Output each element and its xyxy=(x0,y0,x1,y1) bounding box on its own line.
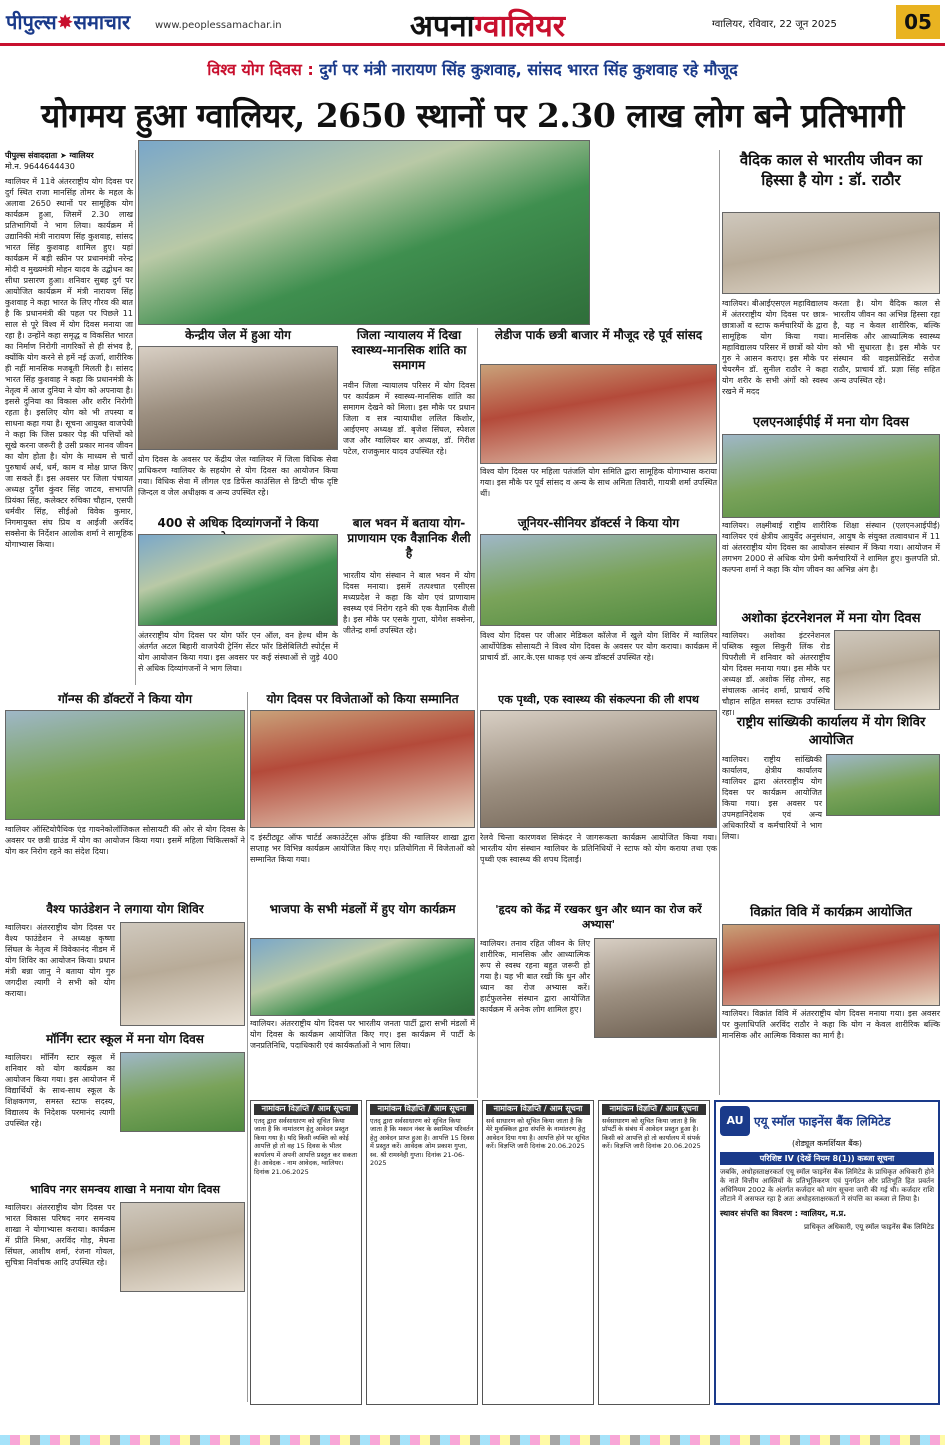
lead-headline: योगमय हुआ ग्वालियर, 2650 स्थानों पर 2.30 लाख लोग बने प्रतिभागी xyxy=(41,96,904,135)
bhavish-photo xyxy=(120,1202,245,1292)
balbhavan-head: बाल भवन में बताया योग-प्राणायाम एक वैज्ञानिक शैली है xyxy=(347,516,471,560)
gongs-photo xyxy=(5,710,245,820)
lead-mobile: मो.न. 9644644430 xyxy=(5,162,75,171)
feature-body-a: ग्वालियर। बीआईएसएल महाविद्यालय में अंतरराष्ट्रीय योग दिवस पर छात्र-छात्राओं व स्टाफ कर्मचारियों के द्वारा सामूहिक योग किया गया। महाविद्यालय परिसर में छात्रों को योग गुरु ने आसन कराए। इस मौके पर चेयरमैन डॉ. सुनील राठौर ने कहा योग शरीर के सभी अंगों को स्वस्थ रखने में मदद xyxy=(722,299,828,396)
ladies-head: लेडीज पार्क छत्री बाजार में मौजूद रहे पूर्व सांसद xyxy=(494,328,703,342)
ad-property: स्थावर संपत्ति का विवरण : ग्वालियर, म.प्र. xyxy=(720,1209,847,1218)
nss-head: राष्ट्रीय सांख्यिकी कार्यालय में योग शिविर आयोजित xyxy=(736,715,926,748)
gongs-body: ग्वालियर ऑस्टियोपैथिक एंड गायनेकोलॉजिकल सोसायटी की ओर से योग दिवस के अवसर पर छत्री ग्राउंड में योग का आयोजन किया गया। इसमें महिला चिकित्सकों ने योग कर निरोग रहने का संदेश दिया। xyxy=(5,825,245,856)
divyang-body: अंतरराष्ट्रीय योग दिवस पर योग फॉर एन ऑल, वन हेल्थ थीम के अंतर्गत अटल बिहारी वाजपेयी ट्रेनिंग सेंटर फॉर डिसेबिलिटी स्पोर्ट्स में योग आयोजन किया गया। इस अवसर पर कई संस्थाओं से जुड़े 400 से अधिक दिव्यांगजनों ने भाग लिया। xyxy=(138,631,338,673)
lead-body: ग्वालियर में 11वे अंतरराष्ट्रीय योग दिवस पर दुर्ग स्थित राजा मानसिंह तोमर के महल के अलावा 2650 स्थानों पर सामूहिक योग कार्यक्रम हुआ, जिसमें 2.30 लाख प्रतिभागियों ने भाग लिया। कार्यक्रम में उद्यानिकी मंत्री नारायण सिंह कुशवाह, सांसद भारत सिंह कुशवाह शामिल हुए। यहां कार्यक्रम में बड़ी स्क्रीन पर प्रधानमंत्री नरेन्द्र मोदी व मुख्यमंत्री मोहन यादव के उद्बोधन का सीधा प्रसारण हुआ। शनिवार सुबह दुर्ग पर आयोजित कार्यक्रम में मंत्री नारायण सिंह कुशवाह ने कहा भारत के लिए गौरव की बात है कि प्रधानमंत्री की पहल पर पिछले 11 साल से पूरे विश्व में योग दिवस मनाया जा रहा है। उन्होंने कहा समृद्ध व विकसित भारत का निर्माण निरोगी नागरिकों से ही संभव है, क्योंकि योग करने से हमें नई ऊर्जा, शारीरिक ही नहीं मानसिक मजबूती मिलती है। सांसद भारत सिंह कुशवाह ने कहा कि प्रधानमंत्री के नेतृत्व में आज दुनिया ने योग को अपनाया है। इससे दुनिया का विकास और शरीर निरोगी रहता है। इसलिए योग को भी तपस्या व साधना कहा गया है। सूचना आयुक्त वाजपेयी ने कहा कि जिस प्रकार पेड़ की पत्तियों को सूखे करना जरूरी है उसी प्रकार मानव जीवन का योग होता है। योग के माध्यम से चारों पुरुषार्थ अर्थ, धर्म, काम व मोक्ष प्राप्त किए जा सकते हैं। इस अवसर पर जिला पंचायत अध्यक्ष दुर्गेश कुंवर सिंह जाटव, सभापति प्रियंका सिंह, कलेक्टर रुचिका चौहान, एसपी धर्मवीर सिंह, सीईओ विवेक कुमार, निगमायुक्त संघ प्रिय व आईजी अरविंद सक्सेना के निर्देशन आलोक शर्मा ने सामूहिक योगाभ्यास किया। xyxy=(5,177,133,549)
notice-4: नामांकन विज्ञप्ति / आम सूचना सर्वसाधारण को सूचित किया जाता है कि प्रॉपर्टी के संबंध में आवेदन प्रस्तुत हुआ है। किसी को आपत्ति हो तो कार्यालय में संपर्क करें। विज्ञप्ति जारी दिनांक 20.06.2025 xyxy=(598,1100,710,1405)
doctors-body: विश्व योग दिवस पर जीआर मेडिकल कॉलेज में खुले योग शिविर में ग्वालियर आर्थोपेडिक सोसायटी ने विश्व योग दिवस के अवसर पर योग कराया। कार्यक्रम में प्राचार्य डॉ. आर.के.एस धाकड़ एवं अन्य डॉक्टर्स उपस्थित रहे। xyxy=(480,631,717,662)
ashoka-photo xyxy=(834,630,940,710)
divyang-head: 400 से अधिक दिव्यांगजनों ने किया xyxy=(157,516,319,530)
vaishya-photo xyxy=(120,922,245,1026)
vikrant-body: ग्वालियर। विक्रांत विवि में अंतरराष्ट्रीय योग दिवस मनाया गया। इस अवसर पर कुलाधिपति अरविंद राठौर ने कहा कि योग न केवल शारीरिक बल्कि मानसिक और आत्मिक विकास का मार्ग है। xyxy=(722,1009,940,1040)
vaishya-head: वैश्य फाउंडेशन ने लगाया योग शिविर xyxy=(46,902,204,916)
bhavish-head: भाविप नगर समन्वय शाखा ने मनाया योग दिवस xyxy=(30,1183,220,1196)
notice-3: नामांकन विज्ञप्ति / आम सूचना सर्व साधारण को सूचित किया जाता है कि मेरे मुवक्किल द्वारा संपत्ति के नामांतरण हेतु आवेदन दिया गया है। आपत्ति होने पर सूचित करें। विज्ञप्ति जारी दिनांक 20.06.2025 xyxy=(482,1100,594,1405)
divyang-photo xyxy=(138,534,338,626)
winners-head: योग दिवस पर विजेताओं को किया सम्मानित xyxy=(266,692,459,706)
bjp-body: ग्वालियर। अंतरराष्ट्रीय योग दिवस पर भारतीय जनता पार्टी द्वारा सभी मंडलों में योग दिवस के कार्यक्रम आयोजित किए गए। इस कार्यक्रम में पार्टी के जनप्रतिनिधि, पदाधिकारी एवं कार्यकर्ताओं ने भाग लिया। xyxy=(250,1019,475,1050)
notice-2: नामांकन विज्ञप्ति / आम सूचना एतद् द्वारा सर्वसाधारण को सूचित किया जाता है कि मकान नंबर के स्वामित्व परिवर्तन हेतु आवेदन प्राप्त हुआ है। आपत्ति 15 दिवस में प्रस्तुत करें। आवेदक ओम प्रकाश गुप्ता, स्व. श्री रामस्नेही गुप्ता। दिनांक 21-06-2025 xyxy=(366,1100,478,1405)
feature-headline: वैदिक काल से भारतीय जीवन का हिस्सा है योग : डॉ. राठौर xyxy=(739,151,923,189)
nss-photo xyxy=(826,754,940,816)
kicker: विश्व योग दिवस : दुर्ग पर मंत्री नारायण सिंह कुशवाह, सांसद भारत सिंह कुशवाह रहे मौजूद xyxy=(207,60,738,79)
registration-marks xyxy=(0,1435,945,1445)
page-number: 05 xyxy=(896,5,940,39)
ashoka-head: अशोका इंटरनेशनल में मना योग दिवस xyxy=(741,611,921,626)
morning-photo xyxy=(120,1052,245,1132)
column-rule xyxy=(719,150,720,1095)
heart-head: 'हृदय को केंद्र में रखकर धुन और ध्यान का रोज करें अभ्यास' xyxy=(495,903,702,931)
winners-body: द इंस्टीट्यूट ऑफ चार्टर्ड अकाउंटेंट्स ऑफ इंडिया की ग्वालियर शाखा द्वारा सप्ताह भर विभिन्न कार्यक्रम आयोजित किए गए। प्रतियोगिता में विजेताओं को सम्मानित किया गया। xyxy=(250,833,475,864)
earth-body: रेलवे चिन्ता कारणवश सिकंदर ने जागरूकता कार्यक्रम आयोजित किया गया। भारतीय योग संस्थान ग्वालियर के प्रतिनिधियों ने स्टाफ को योग कराया तथा एक पृथ्वी एक स्वास्थ्य की शपथ दिलाई। xyxy=(480,833,717,864)
court-head: जिला न्यायालय में दिखा स्वास्थ्य-मानसिक शांति का समागम xyxy=(351,328,467,372)
jail-photo xyxy=(138,346,338,450)
bank-ad xyxy=(714,1100,940,1405)
winners-photo xyxy=(250,710,475,828)
website: www.peoplessamachar.in xyxy=(155,20,282,31)
morning-body: ग्वालियर। मॉर्निंग स्टार स्कूल में शनिवार को योग कार्यक्रम का आयोजन किया गया। इस आयोजन में विद्यार्थियों के साथ-साथ स्कूल के शिक्षकगण, समस्त स्टाफ सदस्य, विद्यालय के निदेशक परमानंद त्यागी उपस्थित रहे। xyxy=(5,1053,115,1128)
ladies-photo xyxy=(480,364,717,464)
brand-logo xyxy=(6,8,130,35)
doctors-head: जूनियर-सीनियर डॉक्टर्स ने किया योग xyxy=(517,516,680,530)
nss-body: ग्वालियर। राष्ट्रीय सांख्यिकी कार्यालय, क्षेत्रीय कार्यालय ग्वालियर द्वारा अंतरराष्ट्रीय योग दिवस पर कार्यक्रम आयोजित किया गया। इस अवसर पर उपमहानिदेशक एवं अन्य अधिकारियों व कर्मचारियों ने भाग लिया। xyxy=(722,755,822,841)
ad-body: जबकि, अधोहस्ताक्षरकर्ता एयू स्मॉल फाइनेंस बैंक लिमिटेड के प्राधिकृत अधिकारी होने के नाते वित्तीय आस्तियों के प्रतिभूतिकरण एवं पुनर्गठन और प्रतिभूति हित प्रवर्तन अधिनियम 2002 के अंतर्गत कर्जदार को मांग सूचना जारी की गई थी। कर्जदार राशि लौटाने में असफल रहा है अतः अधोहस्ताक्षरकर्ता ने संपत्ति का कब्जा ले लिया है। xyxy=(720,1168,934,1203)
masthead xyxy=(0,0,945,46)
earth-photo xyxy=(480,710,717,828)
ad-sign: प्राधिकृत अधिकारी, एयू स्मॉल फाइनेंस बैंक लिमिटेड xyxy=(803,1223,934,1231)
ad-logo: AU xyxy=(720,1106,750,1136)
column-rule xyxy=(477,328,478,1098)
jail-body: योग दिवस के अवसर पर केंद्रीय जेल ग्वालियर में जिला विधिक सेवा प्राधिकरण ग्वालियर के सहयोग से योग दिवस का आयोजन किया गया। विधिक सेवा में लीगल एड डिफेंस काउंसिल से डिप्टी चीफ दृष्टि जिन्दल व जेल अधीक्षक व अन्य उपस्थित रहे। xyxy=(138,455,338,497)
bjp-photo xyxy=(250,938,475,1016)
section-title: अपनाग्वालियर xyxy=(410,9,566,44)
gongs-head: गॉन्ग्स की डॉक्टरों ने किया योग xyxy=(57,692,193,706)
ladies-body: विश्व योग दिवस पर महिला पतंजलि योग समिति द्वारा सामूहिक योगाभ्यास कराया गया। इस मौके पर पूर्व सांसद व अन्य के साथ अमिता तिवारी, गायत्री शर्मा उपस्थित थीं। xyxy=(480,467,717,498)
jail-head: केन्द्रीय जेल में हुआ योग xyxy=(185,328,291,342)
ad-section: परिशिष्ट IV (देखें नियम 8(1)) कब्जा सूचना xyxy=(720,1152,934,1165)
bhavish-body: ग्वालियर। अंतरराष्ट्रीय योग दिवस पर भारत विकास परिषद नगर समन्वय शाखा ने योगाभ्यास कराया। कार्यक्रम में प्रीति मिश्रा, अरविंद गोड़, मेघना सिंघल, आशीष शर्मा, रंजना गोयल, सुचित्रा निर्वाचक आदि उपस्थित रहे। xyxy=(5,1203,115,1267)
column-rule xyxy=(135,150,136,685)
ad-subtitle: (शेड्यूल कमर्शियल बैंक) xyxy=(791,1139,863,1148)
vaishya-body: ग्वालियर। अंतरराष्ट्रीय योग दिवस पर वैश्य फाउंडेशन ने अध्यक्ष कृष्णा सिंघल के नेतृत्व में विवेकानंद नीडम में योग शिविर का आयोजन किया। प्रधान मंत्री बन्ना जानु ने बताया योग गुरु जगदीश त्यागी ने सभी को योग कराया। xyxy=(5,923,115,998)
balbhavan-body: भारतीय योग संस्थान ने बाल भवन में योग दिवस मनाया। इसमें तत्पश्चात एसीएस मध्यप्रदेश ने कहा कि योग एवं प्राणायाम स्वस्थ्य एवं निरोग रहने की एक वैज्ञानिक शैली है। इस मौके पर एसके गुप्ता, योगेश सक्सेना, जीतेन्द्र शर्मा उपस्थित रहे। xyxy=(343,571,475,635)
brand-right: समाचार xyxy=(73,10,131,34)
bjp-head: भाजपा के सभी मंडलों में हुए योग कार्यक्रम xyxy=(269,902,456,916)
nie-body: ग्वालियर। लक्ष्मीबाई राष्ट्रीय शारीरिक शिक्षा संस्थान (एलएनआईपीई) ग्वालियर एवं क्षेत्रीय आयुर्वेद अनुसंधान, आयुष के संयुक्त तत्वावधान में 11 वां अंतरराष्ट्रीय योग दिवस का आयोजन संस्थान में किया गया। आयोजन में लगभग 2000 से अधिक योग प्रेमी कर्मचारियों ने शामिल हुए। कुलपति प्रो. कल्पना शर्मा ने कहा कि योग जीवन का अभिन्न अंग है। xyxy=(722,521,940,574)
nie-photo xyxy=(722,434,940,518)
notice-1: नामांकन विज्ञप्ति / आम सूचना एतद् द्वारा सर्वसाधारण को सूचित किया जाता है कि नामांतरण हेतु आवेदन प्रस्तुत किया गया है। यदि किसी व्यक्ति को कोई आपत्ति हो तो वह 15 दिवस के भीतर कार्यालय में अपनी आपत्ति प्रस्तुत कर सकता है। आवेदक - नाम आवेदक, ग्वालियर। दिनांक 21.06.2025 xyxy=(250,1100,362,1405)
heart-body: ग्वालियर। तनाव रहित जीवन के लिए शारीरिक, मानसिक और आध्यात्मिक रूप से स्वस्थ रहना बहुत जरूरी हो गया है। यह भी बात रखी कि धुन और ध्यान का रोज अभ्यास करें। हार्टफुलनेस संस्थान द्वारा आयोजित कार्यक्रम में अनेक लोग शामिल हुए। xyxy=(480,939,590,1014)
court-body: नवीन जिला न्यायालय परिसर में योग दिवस पर कार्यक्रम में स्वास्थ्य-मानसिक शांति का समागम देखने को मिला। इस मौके पर प्रधान जिला व सत्र न्यायाधीश ललित किशोर, आईएमए अध्यक्ष डॉ. बृजेश सिंघल, स्पेशल जज और ग्वालियर बार अध्यक्ष, डॉ. गिरीश पटेल, राजकुमार यादव उपस्थित रहे। xyxy=(343,381,475,456)
vikrant-photo xyxy=(722,924,940,1006)
feature-photo xyxy=(722,212,940,294)
lead-photo xyxy=(138,140,590,325)
brand-star-icon: ✸ xyxy=(56,10,74,34)
dateline: ग्वालियर, रविवार, 22 जून 2025 xyxy=(712,19,837,30)
lead-byline: पीपुल्स संवाददाता ➤ ग्वालियर xyxy=(5,151,94,160)
column-rule xyxy=(247,692,248,1402)
nie-head: एलएनआईपीई में मना योग दिवस xyxy=(753,415,909,430)
earth-head: एक पृथ्वी, एक स्वास्थ्य की संकल्पना की ली शपथ xyxy=(498,693,699,706)
lead-column xyxy=(5,150,133,685)
morning-head: मॉर्निंग स्टार स्कूल में मना योग दिवस xyxy=(46,1032,204,1046)
ad-header xyxy=(720,1106,934,1136)
doctors-photo xyxy=(480,534,717,626)
vikrant-head: विक्रांत विवि में कार्यक्रम आयोजित xyxy=(750,905,912,920)
heart-photo xyxy=(594,938,717,1038)
ashoka-body: ग्वालियर। अशोका इंटरनेशनल पब्लिक स्कूल सिकुरी लिंक रोड पिपरौली में शनिवार को अंतरराष्ट्रीय योग दिवस मनाया गया। इस मौके पर अध्यक्ष डॉ. अशोक सिंह तोमर, सह संचालक आनंद शर्मा, प्राचार्य रुचि चौहान सहित समस्त स्टाफ उपस्थित रहा। xyxy=(722,631,830,717)
brand-left: पीपुल्स xyxy=(6,10,57,34)
feature-body-b: करता है। योग वैदिक काल से भारतीय जीवन का अभिन्न हिस्सा रहा है, यह न केवल शारीरिक, बल्कि मानसिक और आध्यात्मिक स्वास्थ्य को भी सुधारता है। इस मौके पर संस्थान की वाइसप्रेसिडेंट सरोज राठौर, प्राचार्य डॉ. प्रज्ञा सिंह सहित अन्य उपस्थित रहे। xyxy=(833,299,940,385)
ad-title: एयू स्मॉल फाइनेंस बैंक लिमिटेड xyxy=(754,1114,891,1129)
